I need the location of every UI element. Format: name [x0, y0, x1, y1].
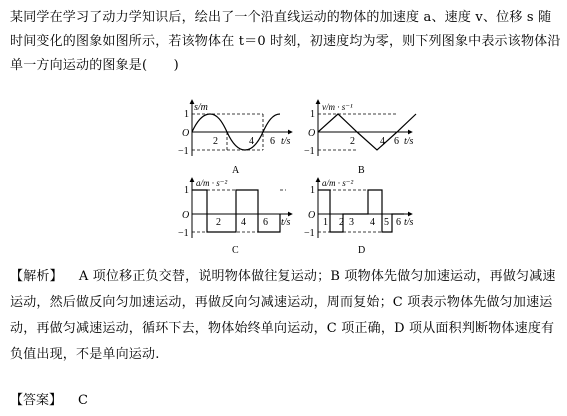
graph-b-ytick-neg: −1: [304, 146, 315, 157]
graph-d-ylabel: a/m · s⁻²: [322, 178, 354, 188]
graph-d-xtick-1: 1: [323, 217, 328, 228]
graph-c-caption: C: [232, 245, 239, 256]
graph-d-xtick-5: 5: [384, 217, 389, 228]
graph-a-ytick-neg: −1: [178, 146, 189, 157]
graph-d-caption: D: [358, 245, 366, 256]
graph-c-ytick-pos: 1: [184, 185, 189, 196]
answer-value: C: [78, 393, 88, 408]
graph-b-ylabel: v/m · s⁻¹: [322, 102, 353, 112]
graph-d-line: [318, 190, 404, 232]
graph-a-xtick-4: 4: [249, 136, 254, 147]
graph-a-caption: A: [232, 165, 240, 176]
graph-d-xlabel: t/s: [404, 217, 414, 228]
graph-b-xtick-2: 2: [350, 136, 355, 147]
graph-a-xtick-2: 2: [213, 136, 218, 147]
graph-b-origin: O: [308, 128, 316, 139]
graph-c-xtick-2: 2: [216, 217, 221, 228]
analysis-text: A 项位移正负交替，说明物体做往复运动；B 项物体先做匀加速运动，再做匀减速运动，然后做反向匀加速运动，再做反向匀减速运动，周而复始；C 项表示物体先做匀加速运动，再做匀减速运动，循环下去，物体始终单向运动，C 项正确，D 项从面积判断物体速度有负值出现，不是单向运动.: [10, 269, 556, 362]
graph-a-ylabel: s/m: [194, 102, 208, 113]
analysis-block: [10, 264, 562, 368]
graph-d: [304, 178, 414, 256]
graph-d-xtick-3: 3: [349, 217, 354, 228]
answer-block: [10, 390, 88, 412]
graph-a-ytick-pos: 1: [184, 109, 189, 120]
graph-d-origin: O: [308, 210, 316, 221]
graph-a: [178, 100, 292, 176]
graph-d-xtick-6: 6: [396, 217, 401, 228]
graph-d-xtick-2: 2: [339, 217, 344, 228]
graph-b-xtick-6: 6: [394, 136, 399, 147]
graph-a-xtick-6: 6: [270, 136, 275, 147]
graph-c: [178, 178, 292, 256]
graph-b: [304, 100, 416, 176]
graph-d-xtick-4: 4: [370, 217, 375, 228]
graph-a-origin: O: [182, 128, 190, 139]
answer-tag: 【答案】: [10, 393, 63, 408]
graph-c-ytick-neg: −1: [178, 228, 189, 239]
graph-b-caption: B: [358, 165, 365, 176]
graph-c-ylabel: a/m · s⁻²: [196, 178, 228, 188]
graph-b-ytick-pos: 1: [310, 109, 315, 120]
graph-b-xtick-4: 4: [380, 136, 385, 147]
analysis-tag: 【解析】: [10, 269, 63, 284]
graph-a-xlabel: t/s: [281, 136, 291, 147]
graph-c-xlabel: t/s: [281, 217, 291, 228]
graph-b-xlabel: t/s: [404, 136, 414, 147]
graph-d-ytick-neg: −1: [304, 228, 315, 239]
graph-c-origin: O: [182, 210, 190, 221]
graph-d-ytick-pos: 1: [310, 185, 315, 196]
graph-c-xtick-6: 6: [263, 217, 268, 228]
graph-c-xtick-4: 4: [241, 217, 246, 228]
question-text: 某同学在学习了动力学知识后，绘出了一个沿直线运动的物体的加速度 a、速度 v、位移 s 随时间变化的图象如图所示，若该物体在 t＝0 时刻，初速度均为零，则下列图象中表示该物体沿单一方向运动的图象是( ): [10, 10, 561, 73]
